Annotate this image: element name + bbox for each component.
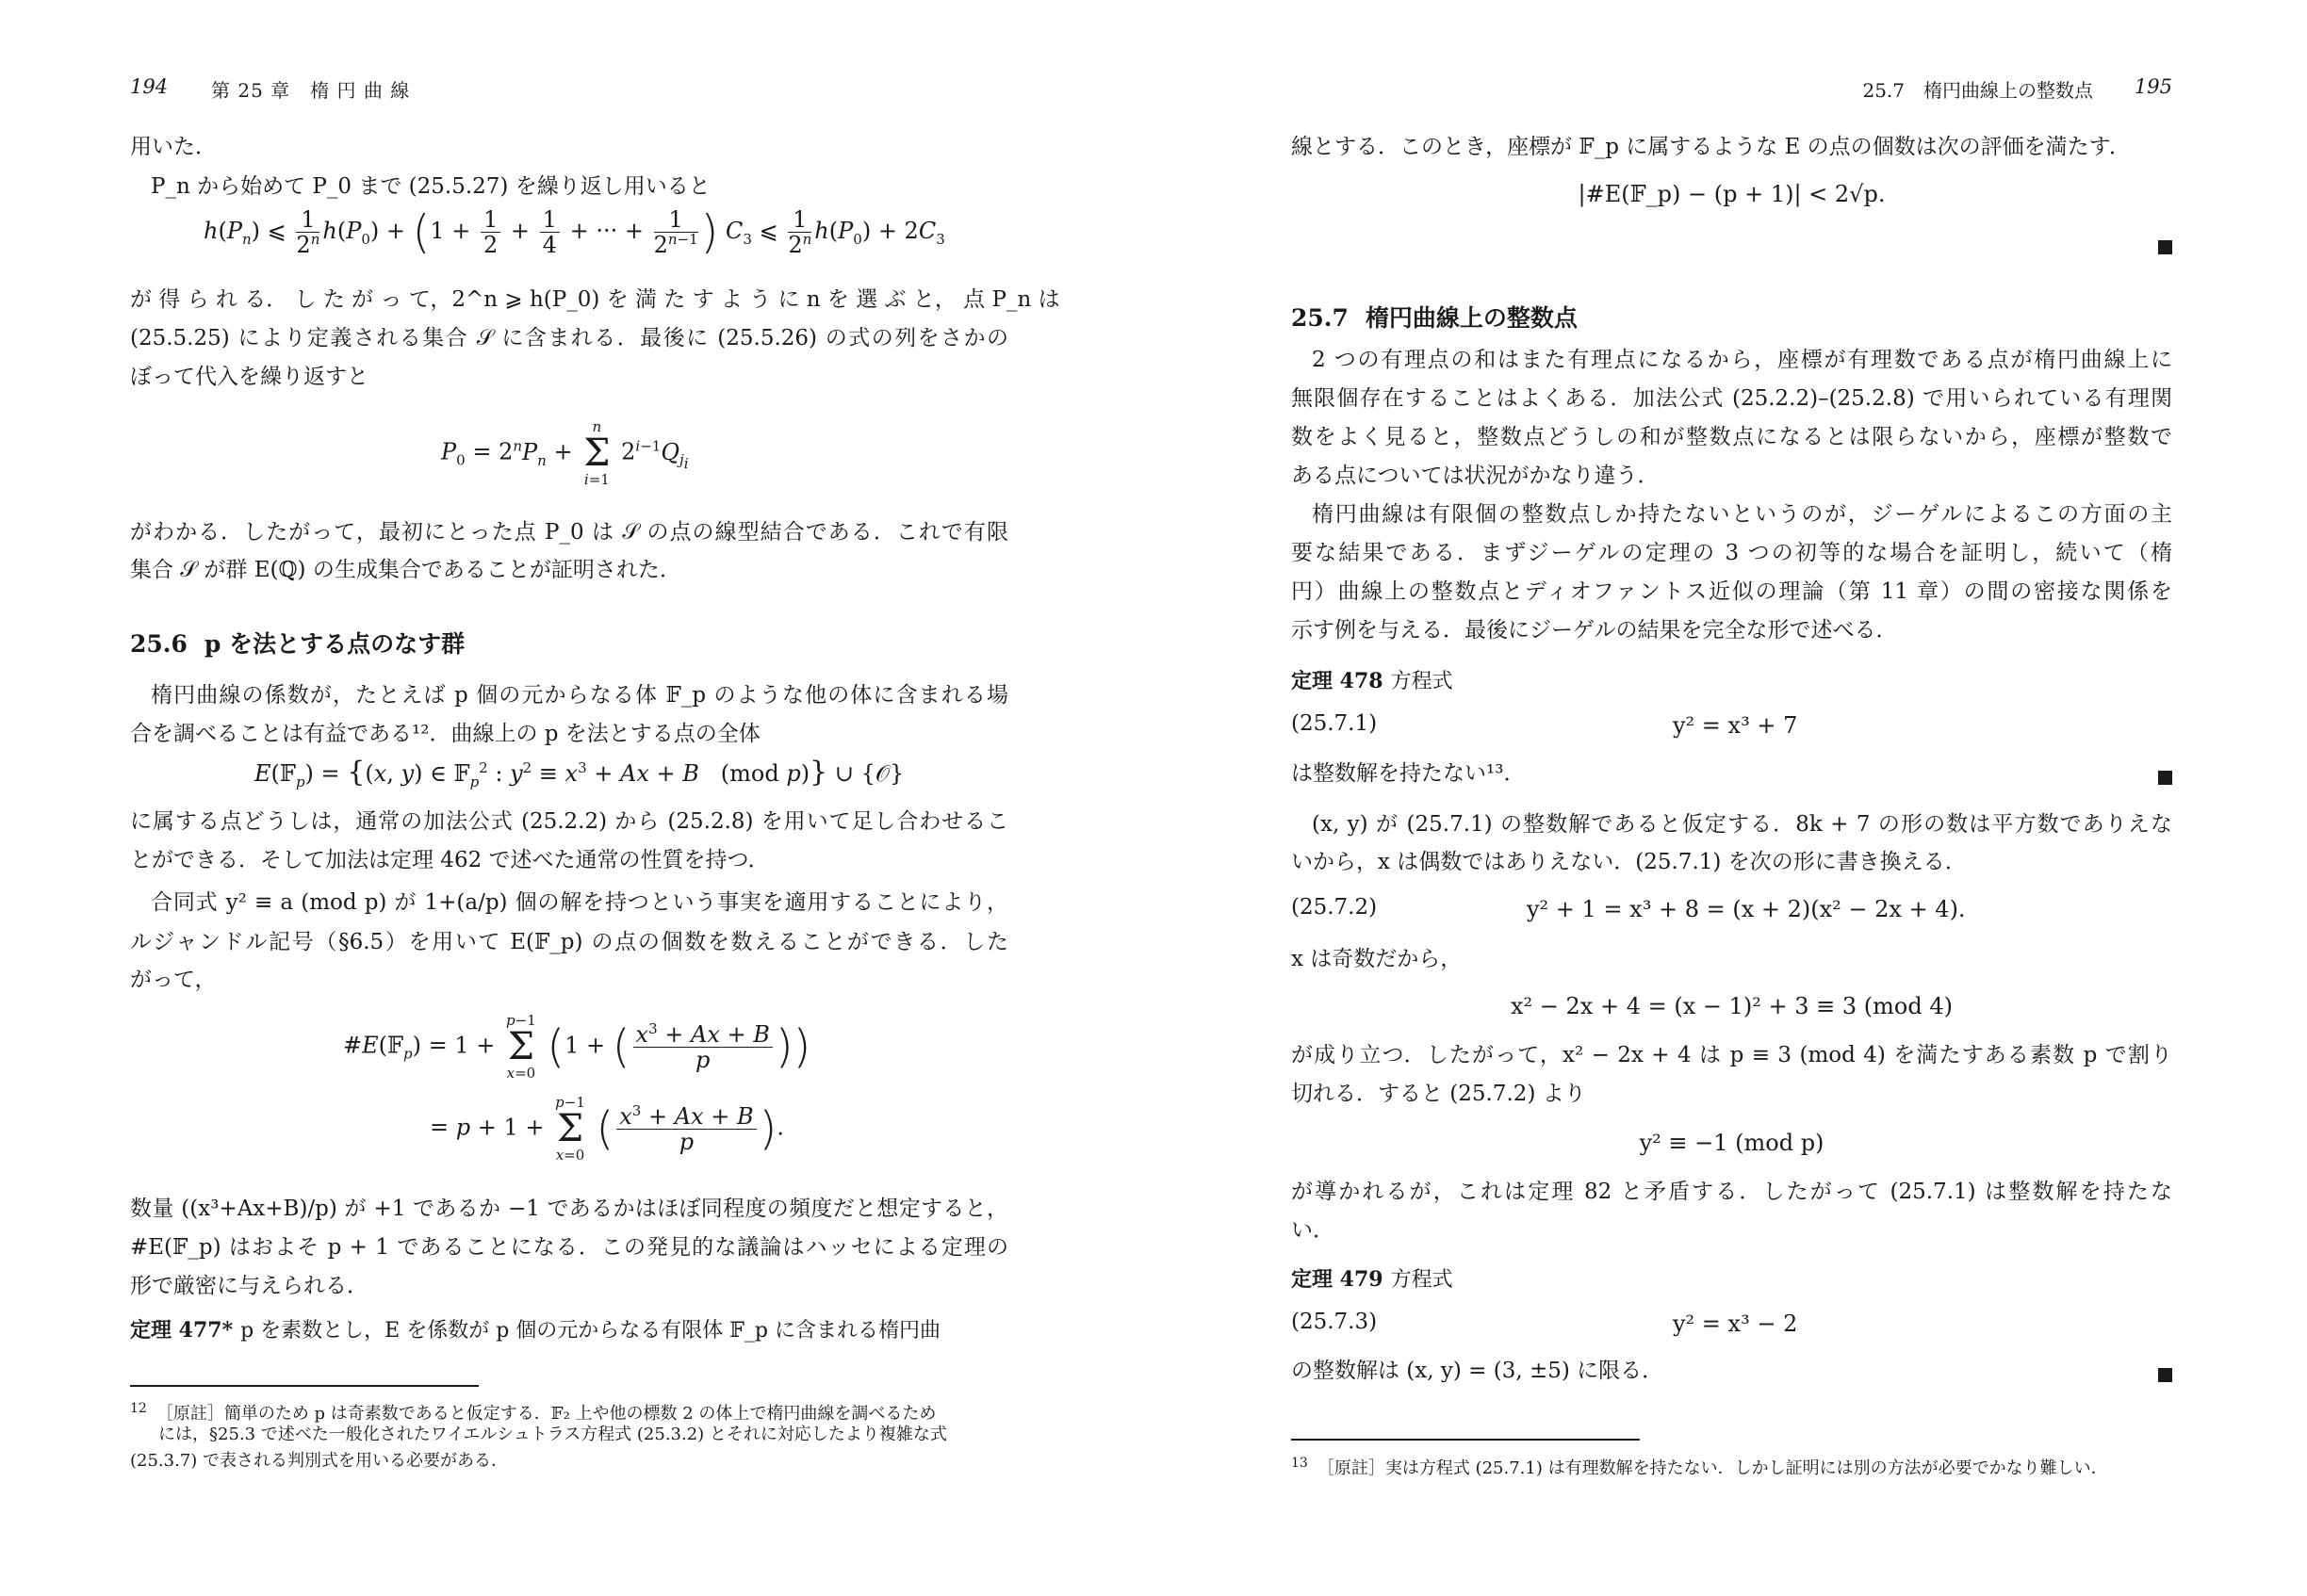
text-line: P_n から始めて P_0 まで (25.5.27) を繰り返し用いると	[151, 174, 711, 199]
equation-label: (25.7.3)	[1291, 1310, 1378, 1334]
theorem-478: 定理 478 方程式	[1291, 669, 1453, 693]
equation-25-7-1: y² = x³ + 7	[1673, 712, 1798, 739]
equation-25-7-2: y² + 1 = x³ + 8 = (x + 2)(x² − 2x + 4).	[1527, 896, 1966, 922]
text-line: が 得 ら れ る． し た が っ て，2^n ⩾ h(P_0) を 満 た す よ う に n を 選 ぶ と， 点 P_n は	[130, 287, 1060, 312]
text-line: 要な結果である．まずジーゲルの定理の 3 つの初等的な場合を証明し，続いて（楕	[1291, 541, 2172, 565]
text-line: 楕円曲線は有限個の整数点しか持たないというのが，ジーゲルによるこの方面の主	[1312, 502, 2172, 527]
theorem-479: 定理 479 方程式	[1291, 1267, 1453, 1292]
right-running-header	[1291, 75, 2172, 104]
equation-hasse-bound: |#E(𝔽_p) − (p + 1)| < 2√p.	[1578, 181, 1886, 207]
text-line: x は奇数だから，	[1291, 947, 1463, 971]
section-heading-25-6: 25.6 p を法とする点のなす群	[130, 630, 466, 658]
text-line: は整数解を持たない¹³．	[1291, 761, 1526, 786]
equation-y2-mod-p: y² ≡ −1 (mod p)	[1639, 1130, 1824, 1156]
text-line: に属する点どうしは，通常の加法公式 (25.2.2) から (25.2.8) を用いて足し合わせるこ	[130, 809, 1008, 834]
left-page	[130, 0, 1060, 1596]
theorem-477: 定理 477* p を素数とし，E を係数が p 個の元からなる有限体 𝔽_p に含まれる楕円曲	[130, 1318, 941, 1343]
equation-p0-sum: $P_0 = 2^nP_n$ + n Σ i=1 $2^{i-1}Q_{j_i}$	[441, 418, 689, 488]
left-page-number: 194	[130, 75, 169, 98]
right-page	[1291, 0, 2172, 1596]
text-line: いから，x は偶数ではありえない．(25.7.1) を次の形に書き換える．	[1291, 850, 1967, 874]
footnote-rule	[130, 1385, 479, 1387]
footnote-12-line: $^{12}$ ［原註］簡単のため p は奇素数であると仮定する．𝔽₂ 上や他の標数 2 の体上で楕円曲線を調べるため	[130, 1401, 937, 1424]
equation-mod-4: x² − 2x + 4 = (x − 1)² + 3 ≡ 3 (mod 4)	[1511, 993, 1953, 1019]
equation-label: (25.7.2)	[1291, 895, 1378, 920]
right-section-title: 25.7 楕円曲線上の整数点	[1862, 79, 2093, 102]
text-line: 合を調べることは有益である¹²．曲線上の p を法とする点の全体	[130, 722, 761, 746]
text-line: 楕円曲線の係数が，たとえば p 個の元からなる体 𝔽_p のような他の体に含まれる場	[151, 683, 1008, 708]
text-line: 2 つの有理点の和はまた有理点になるから，座標が有理数である点が楕円曲線上に	[1312, 348, 2172, 372]
text-line: が導かれるが，これは定理 82 と矛盾する．したがって (25.7.1) は整数解を持たな	[1291, 1180, 2172, 1204]
footnote-13: $^{13}$ ［原註］実は方程式 (25.7.1) は有理数解を持たない．しかし証明には別の方法が必要でかなり難しい．	[1291, 1456, 2108, 1478]
text-line: がって，	[130, 968, 217, 992]
text-line: 示す例を与える．最後にジーゲルの結果を完全な形で述べる．	[1291, 618, 1898, 643]
text-line: 集合 𝒮 が群 E(ℚ) の生成集合であることが証明された．	[130, 558, 681, 582]
text-line: 合同式 y² ≡ a (mod p) が 1+(a/p) 個の解を持つという事実を適用することにより，	[151, 890, 1008, 915]
equation-25-7-3: y² = x³ − 2	[1673, 1311, 1798, 1337]
text-line: 円）曲線上の整数点とディオファントス近似の理論（第 11 章）の間の密接な関係を	[1291, 579, 2172, 604]
text-line: #E(𝔽_p) はおよそ p + 1 であることになる．この発見的な議論はハッセによる定理の	[130, 1235, 1008, 1260]
text-line: (x, y) が (25.7.1) の整数解であると仮定する．8k + 7 の形の数は平方数でありえな	[1312, 812, 2172, 837]
text-line: (25.5.25) により定義される集合 𝒮 に含まれる．最後に (25.5.26) の式の列をさかの	[130, 326, 1008, 350]
text-line: 形で厳密に与えられる．	[130, 1274, 368, 1298]
section-heading-25-7: 25.7 楕円曲線上の整数点	[1291, 304, 1578, 332]
left-running-header	[130, 75, 1008, 104]
text-line: 無限個存在することはよくある．加法公式 (25.2.2)–(25.2.8) で用いられている有理関	[1291, 386, 2172, 411]
text-line: い．	[1291, 1218, 1334, 1243]
equation-label: (25.7.1)	[1291, 711, 1378, 736]
text-line: 線とする．このとき，座標が 𝔽_p に属するような E の点の個数は次の評価を満たす．	[1291, 135, 2131, 159]
text-line: 数量 ((x³+Ax+B)/p) が +1 であるか −1 であるかはほぼ同程度の頻度だと想定すると，	[130, 1197, 1008, 1221]
text-line: 数をよく見ると，整数点どうしの和が整数点になるとは限らないから，座標が整数で	[1291, 425, 2172, 449]
qed-mark	[2158, 771, 2172, 785]
footnote-rule	[1291, 1439, 1640, 1441]
equation-e-fp-set: E(𝔽$_p$) = {(x, y) ∈ 𝔽$_p^2$ : $y^2 \equiv x^3 + Ax + B$ (mod p)} ∪ {𝒪}	[254, 756, 905, 790]
text-line: がわかる．したがって，最初にとった点 P_0 は 𝒮 の点の線型結合である．これで有限	[130, 520, 1008, 545]
left-chapter-title: 第 25 章 楕 円 曲 線	[211, 79, 411, 102]
text-line: が成り立つ．したがって，x² − 2x + 4 は p ≡ 3 (mod 4) を満たすある素数 p で割り	[1291, 1043, 2172, 1067]
text-line: の整数解は (x, y) = (3, ±5) に限る．	[1291, 1359, 1664, 1383]
text-line: ぼって代入を繰り返すと	[130, 365, 368, 389]
footnote-12-line: (25.3.7) で表される判別式を用いる必要がある．	[130, 1451, 509, 1471]
text-line: 切れる．すると (25.7.2) より	[1291, 1082, 1586, 1106]
equation-height-bound: $h(P_n)$ ⩽ $\frac{1}{2^n}$ $h(P_0) + (1$ + $\frac{1}{2}$ + $\frac{1}{4}$ + ··· + $\frac{1}{2^{n-1}}$ ) $C_3$ ⩽ $\frac{1}{2^n}$ $h(P_0) + 2C_3$	[204, 205, 945, 259]
qed-mark	[2158, 1368, 2172, 1382]
text-line: とができる．そして加法は定理 462 で述べた通常の性質を持つ．	[130, 848, 770, 872]
text-line: ある点については状況がかなり違う．	[1291, 464, 1660, 488]
equation-count-2: = p + 1 + p−1 Σ x=0 ( $\frac{x^3 + Ax + B}{p}$ ).	[430, 1094, 784, 1164]
equation-count-1: #E(𝔽$_p$) = 1 + p−1 Σ x=0 (1 + ( $\frac{x^3 + Ax + B}{p}$ ))	[343, 1012, 811, 1082]
footnote-12-line: には，§25.3 で述べた一般化されたワイエルシュトラス方程式 (25.3.2) とそれに対応したより複雑な式	[158, 1425, 947, 1444]
right-page-number: 195	[2134, 75, 2172, 98]
text-line: ルジャンドル記号（§6.5）を用いて E(𝔽_p) の点の個数を数えることができる．した	[130, 930, 1008, 954]
text-line: 用いた．	[130, 135, 217, 159]
qed-mark	[2158, 240, 2172, 254]
